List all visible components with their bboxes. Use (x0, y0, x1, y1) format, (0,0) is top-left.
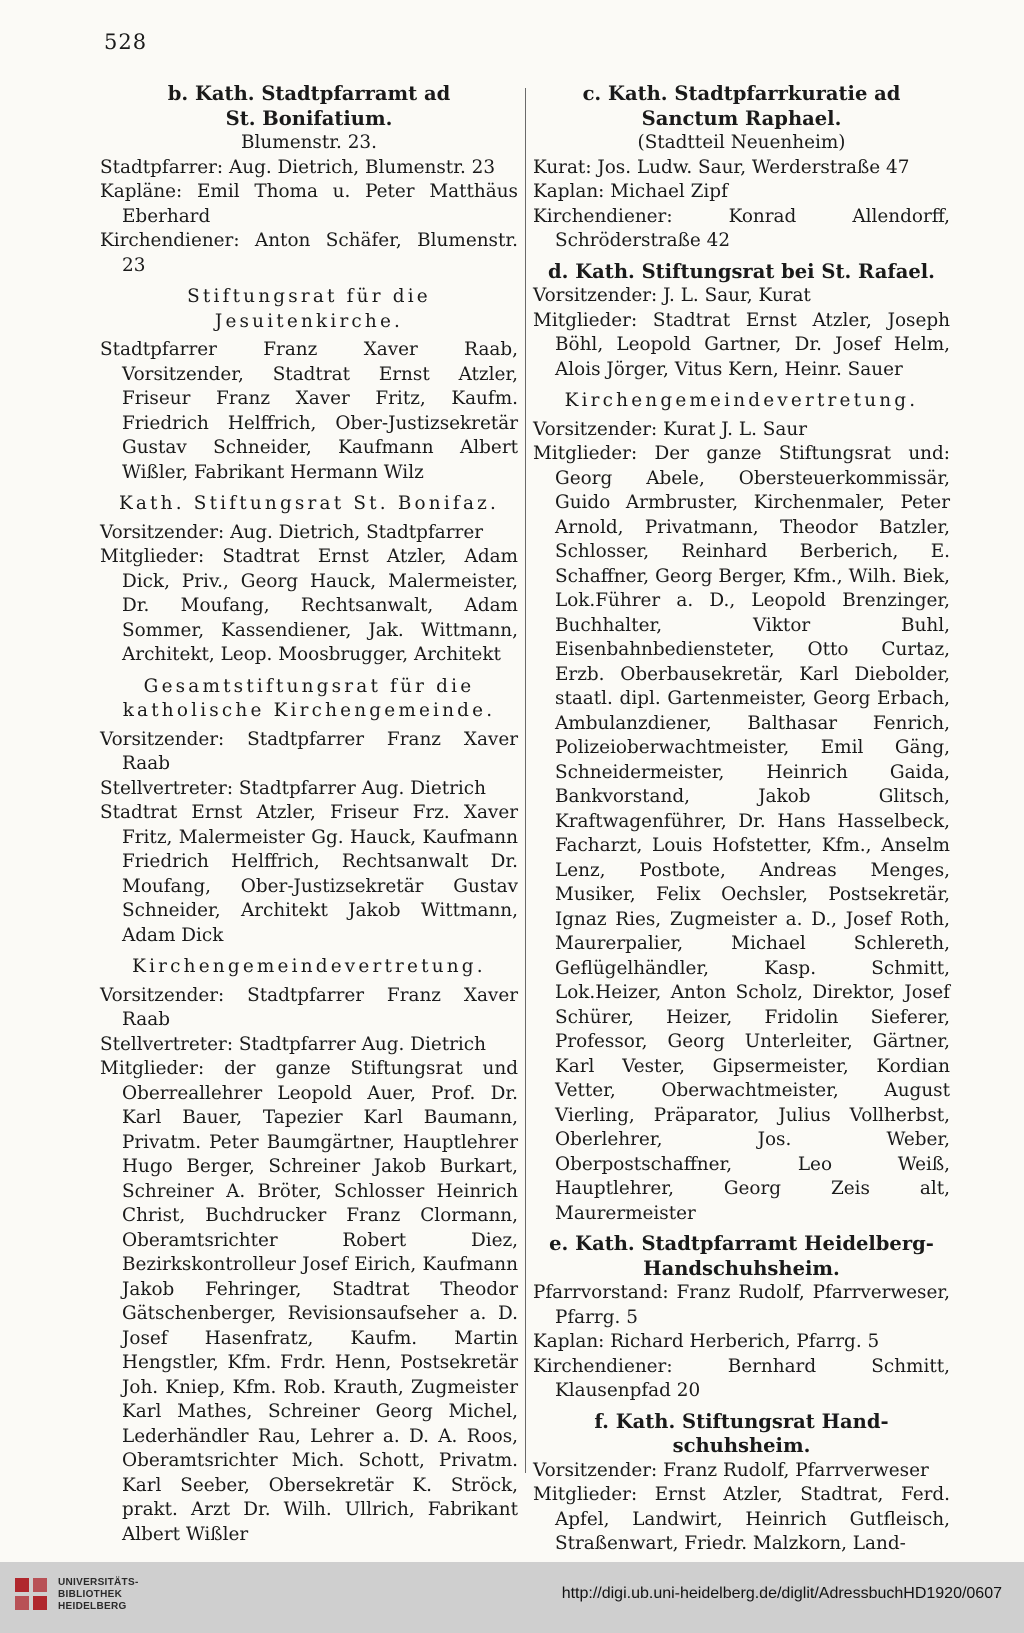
page-number: 528 (104, 30, 148, 54)
gesamt-entry: Vorsitzender: Stadtpfarrer Franz Xaver Raab (100, 728, 518, 774)
logo-line: BIBLIOTHEK (58, 1589, 123, 1600)
jesuiten-text: Stadtpfarrer Franz Xaver Raab, Vorsitzender, Stadtrat Ernst Atzler, Friseur Franz Xaver Fritz, Kaufm. Friedrich Helffrich, Ober-Justizsekretär Gustav Schneider, Kaufmann Albert Wißler, Fabrikant Hermann Wilz (100, 339, 518, 483)
section-c-entry: Kurat: Jos. Ludw. Saur, Werderstraße 47 (533, 156, 910, 178)
jesuiten-title: Stiftungsrat für die Jesuitenkirche. (187, 286, 431, 332)
section-d-heading: d. Kath. Stiftungsrat bei St. Rafael. (548, 259, 935, 283)
gesamt-title: Gesamtstiftungsrat für die katholische Kirchengemeinde. (122, 675, 496, 721)
gesamt-entry: Stadtrat Ernst Atzler, Friseur Frz. Xaver Fritz, Malermeister Gg. Hauck, Kaufmann Friedrich Helffrich, Rechtsanwalt Dr. Moufang, Ober-Justizsekretär Gustav Schneider, Architekt Jakob Wittmann, Adam Dick (100, 802, 518, 946)
section-d-entry: Vorsitzender: J. L. Saur, Kurat (533, 285, 811, 306)
gesamt-entry: Stellvertreter: Stadtpfarrer Aug. Dietrich (100, 777, 486, 799)
section-b-entry: Kirchendiener: Anton Schäfer, Blumenstr. 23 (100, 230, 518, 276)
section-d-kgv-entry: Mitglieder: Der ganze Stiftungsrat und: Georg Abele, Obersteuerkommissär, Guido Armbruster, Kirchenmaler, Peter Arnold, Privatmann, Theodor Batzler, Schlosser, Reinhard Berberich, E. Schaffner, Georg Berger, Kfm., Wilh. Biek, Lok.Führer a. D., Leopold Brenzinger, Buchhalter, Viktor Buhl, Eisenbahnbediensteter, Otto Curtaz, Erzb. Oberbausekretär, Karl Diebolder, staatl. dipl. Gartenmeister, Georg Erbach, Ambulanzdiener, Balthasar Fenrich, Polizeioberwachtmeister, Emil Gäng, Schneidermeister, Heinrich Gaida, Bankvorstand, Jakob Glitsch, Kraftwagenführer, Dr. Hans Hasselbeck, Facharzt, Louis Hofstetter, Kfm., Anselm Lenz, Postbote, Andreas Menges, Musiker, Felix Oechsler, Postsekretär, Ignaz Ries, Zugmeister a. D., Josef Roth, Maurerpalier, Michael Schlereth, Geflügelhändler, Kasp. Schmitt, Lok.Heizer, Anton Scholz, Direktor, Josef Schürer, Heizer, Fridolin Sieferer, Professor, Georg Unterleiter, Gärtner, Karl Vester, Gipsermeister, Kordian Vetter, Oberwachtmeister, August Vierling, Präparator, Julius Vollherbst, Oberlehrer, Jos. Weber, Oberpostschaffner, Leo Weiß, Hauptlehrer, Georg Zeis alt, Maurermeister (533, 443, 950, 1224)
section-d-entry: Mitglieder: Stadtrat Ernst Atzler, Joseph Böhl, Leopold Gartner, Dr. Josef Helm, Alois Jörger, Vitus Kern, Heinr. Sauer (533, 309, 950, 380)
section-c-heading-1: c. Kath. Stadtpfarrkuratie ad (582, 82, 901, 105)
kgv-entry: Stellvertreter: Stadtpfarrer Aug. Dietrich (100, 1033, 486, 1055)
column-divider (525, 88, 526, 1473)
kgv-entry: Mitglieder: der ganze Stiftungsrat und Oberreallehrer Leopold Auer, Prof. Dr. Karl Bauer, Tapezier Karl Baumann, Privatm. Peter Baumgärtner, Hauptlehrer Hugo Berger, Schreiner Jakob Burkart, Schreiner A. Bröter, Schlosser Heinrich Christ, Buchdrucker Franz Clormann, Oberamtsrichter Robert Diez, Bezirkskontrolleur Josef Eirich, Kaufmann Jakob Fehringer, Stadtrat Theodor Gätschenberger, Revisionsaufseher a. D. Josef Hasenfratz, Kaufm. Martin Hengstler, Kfm. Frdr. Henn, Postsekretär Joh. Kniep, Kfm. Rob. Krauth, Zugmeister Karl Mathes, Schreiner Georg Michel, Lederhändler Rau, Lehrer a. D. A. Roos, Oberamtsrichter Mich. Schott, Privatm. Karl Seeber, Obersekretär K. Ströck, prakt. Arzt Dr. Wilh. Ullrich, Fabrikant Albert Wißler (100, 1058, 518, 1545)
section-f-entry: Vorsitzender: Franz Rudolf, Pfarrverweser (533, 1459, 929, 1481)
section-b-entry: Stadtpfarrer: Aug. Dietrich, Blumenstr. 23 (100, 156, 496, 178)
section-d-kgv-entry: Vorsitzender: Kurat J. L. Saur (533, 418, 807, 440)
section-c-entry: Kaplan: Michael Zipf (533, 181, 728, 202)
section-c-entry: Kirchendiener: Konrad Allendorff, Schröderstraße 42 (533, 205, 950, 251)
section-b-entry: Kapläne: Emil Thoma u. Peter Matthäus Eberhard (100, 181, 518, 227)
footer-bar (0, 1562, 1024, 1633)
section-b-address: Blumenstr. 23. (241, 132, 377, 153)
right-column (533, 82, 950, 1557)
kgv-entry: Vorsitzender: Stadtpfarrer Franz Xaver Raab (100, 984, 518, 1030)
library-logo-icon (13, 1576, 49, 1612)
bonifaz-entry: Mitglieder: Stadtrat Ernst Atzler, Adam Dick, Priv., Georg Hauck, Malermeister, Dr. Moufang, Rechtsanwalt, Adam Sommer, Kassendiener, Jak. Wittmann, Architekt, Leop. Moosbrugger, Architekt (100, 546, 518, 665)
section-e-heading-2: Handschuhsheim. (643, 1256, 840, 1280)
logo-line: UNIVERSITÄTS- (58, 1577, 139, 1588)
section-f-heading-2: schuhsheim. (672, 1434, 811, 1457)
section-e-entry: Pfarrvorstand: Franz Rudolf, Pfarrverweser, Pfarrg. 5 (533, 1282, 950, 1328)
section-f-entry: Mitglieder: Ernst Atzler, Stadtrat, Ferd. Apfel, Landwirt, Heinrich Gutfleisch, Straßenwart, Friedr. Malzkorn, Land- (533, 1484, 950, 1554)
section-e-entry: Kirchendiener: Bernhard Schmitt, Klausenpfad 20 (533, 1355, 950, 1401)
source-url[interactable]: http://digi.ub.uni-heidelberg.de/diglit/AdressbuchHD1920/0607 (561, 1585, 1002, 1602)
bonifaz-entry: Vorsitzender: Aug. Dietrich, Stadtpfarrer (100, 521, 483, 543)
kgv-title: Kirchengemeindevertretung. (132, 956, 486, 977)
section-f-heading-1: f. Kath. Stiftungsrat Hand- (594, 1409, 889, 1433)
section-e-heading-1: e. Kath. Stadtpfarramt Heidelberg- (549, 1232, 934, 1255)
logo-line: HEIDELBERG (58, 1601, 127, 1612)
bonifaz-title: Kath. Stiftungsrat St. Bonifaz. (118, 493, 500, 514)
left-column (100, 82, 518, 1547)
section-d-kgv-title: Kirchengemeindevertretung. (564, 390, 919, 411)
section-c-heading-2: Sanctum Raphael. (641, 106, 842, 130)
section-c-subtitle: (Stadtteil Neuenheim) (637, 132, 846, 153)
library-logo-text (58, 1577, 139, 1613)
section-e-entry: Kaplan: Richard Herberich, Pfarrg. 5 (533, 1331, 880, 1352)
section-b-heading-1: b. Kath. Stadtpfarramt ad (167, 82, 451, 105)
section-b-heading-2: St. Bonifatium. (225, 106, 393, 130)
